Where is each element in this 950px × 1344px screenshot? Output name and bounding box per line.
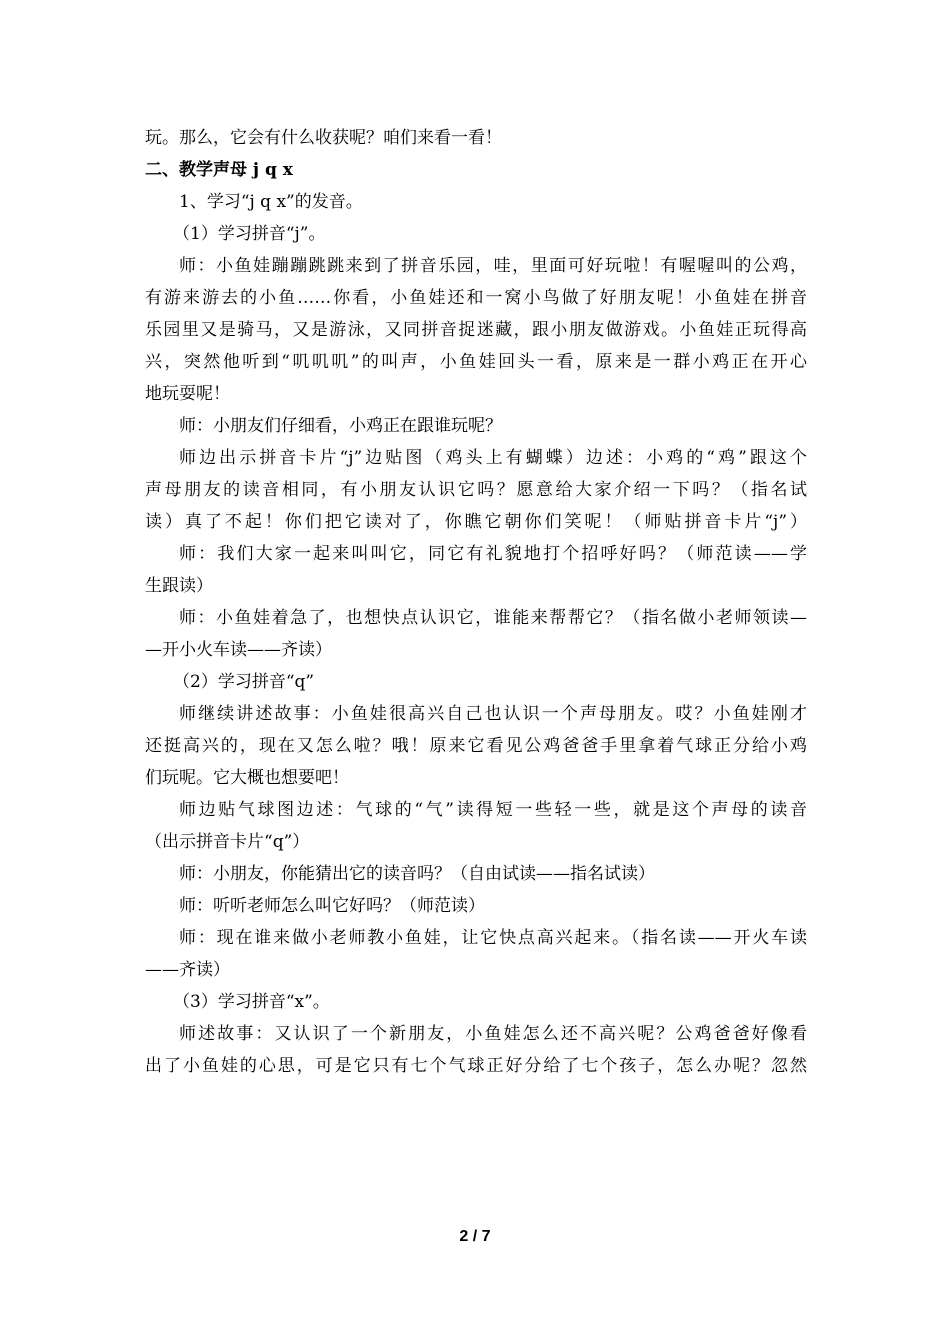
paragraph-line: 有游来游去的小鱼……你看，小鱼娃还和一窝小鸟做了好朋友呢！小鱼娃在拼音 — [145, 288, 807, 308]
paragraph-line: 师边贴气球图边述：气球的“气”读得短一些轻一些，就是这个声母的读音 — [179, 800, 807, 820]
paragraph-line: —开小火车读——齐读） — [145, 640, 332, 660]
paragraph-line: 生跟读） — [145, 576, 213, 596]
paragraph-line: 地玩耍呢！ — [145, 384, 230, 404]
paragraph-line: 师：听听老师怎么叫它好吗？（师范读） — [179, 896, 485, 916]
paragraph-line: 师述故事：又认识了一个新朋友，小鱼娃怎么还不高兴呢？公鸡爸爸好像看 — [179, 1024, 807, 1044]
paragraph-line: （3）学习拼音“x”。 — [173, 992, 330, 1012]
paragraph-line: （1）学习拼音“j”。 — [173, 224, 326, 244]
paragraph-line: 声母朋友的读音相同，有小朋友认识它吗？愿意给大家介绍一下吗？（指名试 — [145, 480, 807, 500]
page-number: 2 / 7 — [459, 1228, 491, 1245]
paragraph-line: 读）真了不起！你们把它读对了，你瞧它朝你们笑呢！（师贴拼音卡片“j”） — [145, 512, 807, 532]
paragraph-line: （出示拼音卡片“q”） — [145, 832, 310, 852]
paragraph-line: 师：现在谁来做小老师教小鱼娃，让它快点高兴起来。（指名读——开火车读 — [179, 928, 807, 948]
paragraph-line: 师：小朋友，你能猜出它的读音吗？（自由试读——指名试读） — [179, 864, 655, 884]
paragraph-line: 出了小鱼娃的心思，可是它只有七个气球正好分给了七个孩子，怎么办呢？忽然 — [145, 1056, 807, 1076]
paragraph-line: 1、学习“j q x”的发音。 — [179, 192, 363, 212]
paragraph-line: （2）学习拼音“q” — [173, 672, 315, 692]
paragraph-line: 兴，突然他听到“叽叽叽”的叫声，小鱼娃回头一看，原来是一群小鸡正在开心 — [145, 352, 807, 372]
paragraph-line: 师：小朋友们仔细看，小鸡正在跟谁玩呢？ — [179, 416, 502, 436]
paragraph-line: 还挺高兴的，现在又怎么啦？哦！原来它看见公鸡爸爸手里拿着气球正分给小鸡 — [145, 736, 807, 756]
paragraph-line: 师：我们大家一起来叫叫它，同它有礼貌地打个招呼好吗？（师范读——学 — [179, 544, 807, 564]
paragraph-line: 师边出示拼音卡片“j”边贴图（鸡头上有蝴蝶）边述：小鸡的“鸡”跟这个 — [179, 448, 807, 468]
document-body — [145, 122, 807, 1082]
paragraph-line: 师继续讲述故事：小鱼娃很高兴自己也认识一个声母朋友。哎？小鱼娃刚才 — [179, 704, 807, 724]
paragraph-line: 师：小鱼娃蹦蹦跳跳来到了拼音乐园，哇，里面可好玩啦！有喔喔叫的公鸡， — [179, 256, 807, 276]
section-heading: 二、教学声母 j q x — [145, 160, 293, 180]
paragraph-line: ——齐读） — [145, 960, 230, 980]
paragraph-line: 玩。那么，它会有什么收获呢？咱们来看一看！ — [145, 128, 502, 148]
paragraph-line: 乐园里又是骑马，又是游泳，又同拼音捉迷藏，跟小朋友做游戏。小鱼娃正玩得高 — [145, 320, 807, 340]
paragraph-line: 师：小鱼娃着急了，也想快点认识它，谁能来帮帮它？（指名做小老师领读— — [179, 608, 807, 628]
paragraph-line: 们玩呢。它大概也想要吧！ — [145, 768, 349, 788]
